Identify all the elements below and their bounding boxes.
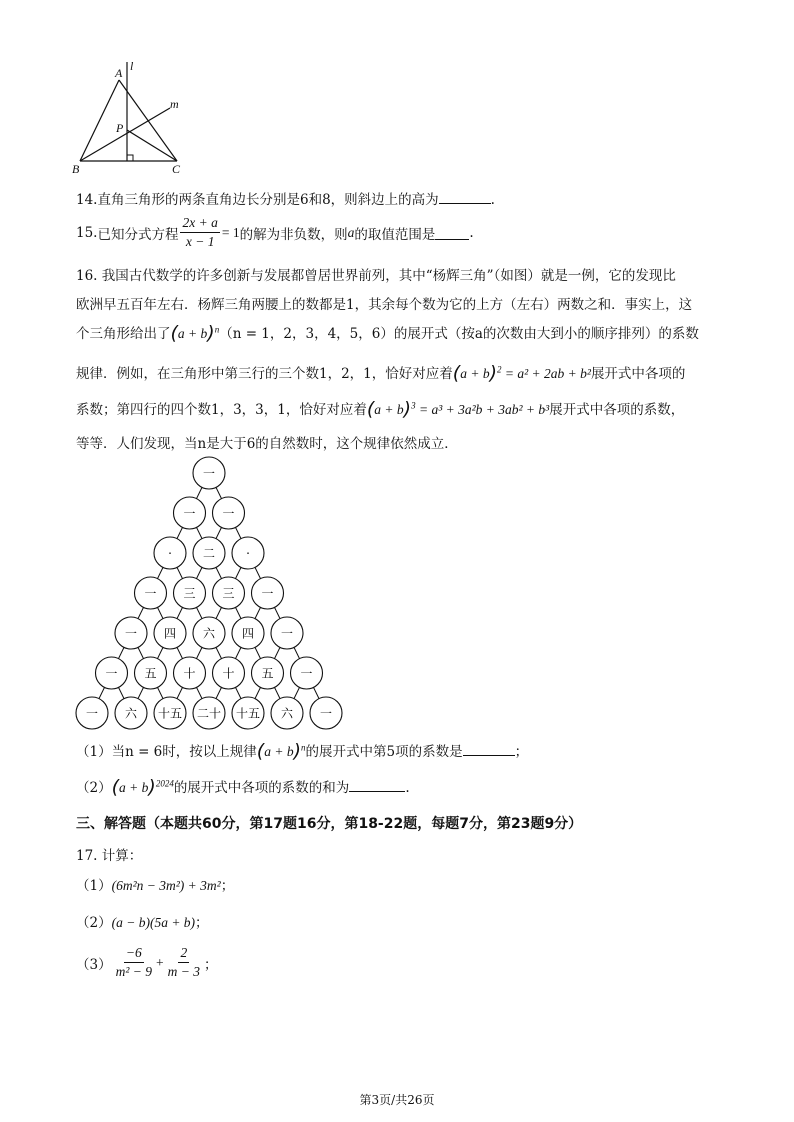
triangle-node xyxy=(232,697,264,729)
connector-line xyxy=(255,687,260,698)
q15-fraction xyxy=(180,214,219,251)
connector-line xyxy=(236,687,241,698)
q16-line3 xyxy=(76,322,699,344)
q16-line3-b: （n = 1，2，3，4，5，6）的展开式（按a的次数由大到小的顺序排列）的系数 xyxy=(219,326,699,342)
triangle-node xyxy=(193,537,225,569)
triangle-node xyxy=(115,697,147,729)
triangle-node xyxy=(252,657,284,689)
q16-subquestion-2 xyxy=(76,776,410,798)
node-label: 三 xyxy=(222,586,235,601)
node-label: 十五 xyxy=(235,706,261,721)
triangle-node xyxy=(193,617,225,649)
node-label: 一 xyxy=(144,586,157,601)
connector-line xyxy=(255,567,260,578)
q16-line5-a: 系数；第四行的四个数1，3，3，1，恰好对应着 xyxy=(76,402,367,418)
connector-line xyxy=(216,567,221,578)
node-label: 二 xyxy=(202,546,216,561)
label-l: l xyxy=(130,59,134,73)
connector-line xyxy=(177,607,182,618)
triangle-node xyxy=(154,537,186,569)
node-label: 一 xyxy=(105,666,118,681)
triangle-node xyxy=(232,617,264,649)
q14-text: 直角三角形的两条直角边长分别是6和8，则斜边上的高为 xyxy=(97,192,439,208)
connector-line xyxy=(216,687,221,698)
node-label: 一 xyxy=(280,626,294,641)
q16-sub1-binomial: $(a + b)^n$ xyxy=(256,740,306,762)
connector-line xyxy=(197,527,202,538)
q15-answer-blank[interactable] xyxy=(435,226,469,240)
question-14 xyxy=(76,188,495,208)
connector-line xyxy=(255,607,260,618)
connector-line xyxy=(138,647,143,658)
q16-line1: 16. 我国古代数学的许多创新与发展都曾居世界前列，其中“杨辉三角”（如图）就是一例，它的发现比 xyxy=(76,268,676,284)
triangle-node xyxy=(252,577,284,609)
label-p: P xyxy=(116,121,124,135)
connector-line xyxy=(119,647,124,658)
triangle-node xyxy=(76,697,108,729)
q16-sub1-answer-blank[interactable] xyxy=(463,742,515,756)
q15-post: 的取值范围是 xyxy=(354,226,436,243)
yanghui-triangle-figure xyxy=(62,455,362,733)
q17-p3-fraction-1 xyxy=(114,944,154,981)
q16-line4-a: 规律．例如，在三角形中第三行的三个数1，2，1，恰好对应着 xyxy=(76,366,453,382)
q17-p3-f1-num: −6 xyxy=(124,944,144,963)
segment-pc xyxy=(127,130,177,161)
label-c: C xyxy=(172,162,181,176)
connector-line xyxy=(236,567,241,578)
q16-binomial-n: $(a + b)^n$ xyxy=(170,322,220,344)
connector-line xyxy=(216,647,221,658)
triangle-node xyxy=(193,457,225,489)
q16-sub2-b: 的展开式中各项的系数的和为 xyxy=(173,780,350,796)
q16-line4-c: 展开式中各项的 xyxy=(590,366,686,382)
node-label: 五 xyxy=(144,666,157,681)
q14-number: 14. xyxy=(76,192,98,208)
triangle-node xyxy=(174,577,206,609)
q16-sub2-exponent: 2024 xyxy=(155,778,174,789)
label-b: B xyxy=(72,162,80,176)
connector-line xyxy=(158,607,163,618)
triangle-node xyxy=(193,697,225,729)
connector-line xyxy=(275,647,280,658)
connector-line xyxy=(177,567,182,578)
page-footer: 第3页/共26页 xyxy=(359,1093,435,1107)
q17-p2-label: （2） xyxy=(76,915,112,931)
connector-line xyxy=(158,647,163,658)
triangle-node xyxy=(213,577,245,609)
q15-frac-den: x − 1 xyxy=(185,234,215,249)
q17-title: 17. 计算： xyxy=(76,848,143,864)
triangle-node xyxy=(310,697,342,729)
q16-sub2-binomial: $(a + b)^{2024}$ xyxy=(111,776,174,798)
q16-subquestion-1 xyxy=(76,740,528,762)
connector-line xyxy=(119,687,124,698)
node-label: 六 xyxy=(202,626,216,641)
connector-line xyxy=(255,647,260,658)
triangle-node xyxy=(174,497,206,529)
section-3-heading: 三、解答题（本题共60分，第17题16分，第18-22题，每题7分，第23题9分） xyxy=(76,816,583,832)
triangle-node xyxy=(135,577,167,609)
q17-p3-fraction-2 xyxy=(166,944,202,981)
connector-line xyxy=(197,607,202,618)
connector-line xyxy=(294,687,299,698)
line-m xyxy=(80,108,170,161)
node-label: · xyxy=(246,546,250,561)
triangle-node xyxy=(271,617,303,649)
triangle-node xyxy=(154,697,186,729)
connector-line xyxy=(314,687,319,698)
q16-sub2-answer-blank[interactable] xyxy=(349,778,405,792)
node-label: 六 xyxy=(124,706,138,721)
connector-line xyxy=(197,647,202,658)
connector-line xyxy=(294,647,299,658)
q17-p2-tail: ； xyxy=(195,915,209,931)
q17-part3 xyxy=(76,944,218,981)
node-label: 一 xyxy=(124,626,138,641)
connector-line xyxy=(236,527,241,538)
q17-part2 xyxy=(76,911,209,931)
connector-line xyxy=(275,607,280,618)
q15-eq: = 1 xyxy=(221,224,240,240)
q17-p3-f1-den: m² − 9 xyxy=(115,964,153,979)
q16-line4 xyxy=(76,362,685,384)
q17-p3-f2-den: m − 3 xyxy=(167,964,200,979)
q16-line6: 等等．人们发现，当n是大于6的自然数时，这个规律依然成立． xyxy=(76,436,458,452)
node-label: 一 xyxy=(319,706,333,721)
q16-binomial-3: $(a + b)^3$ xyxy=(366,398,416,420)
node-label: 十 xyxy=(183,666,196,681)
q15-frac-num: 2x + a xyxy=(180,214,219,233)
q17-p3-plus: + xyxy=(156,954,164,970)
q16-sub1-b: 的展开式中第5项的系数是 xyxy=(305,744,463,760)
q16-line5-c: 展开式中各项的系数， xyxy=(549,402,685,418)
connector-line xyxy=(216,607,221,618)
connector-line xyxy=(275,687,280,698)
node-label: 一 xyxy=(222,506,235,521)
node-label: · xyxy=(168,546,172,561)
connector-line xyxy=(138,687,143,698)
right-angle-mark xyxy=(127,155,133,161)
triangle-node xyxy=(96,657,128,689)
connector-line xyxy=(216,527,221,538)
q15-mid: 的解为非负数，则 xyxy=(239,226,348,243)
connector-line xyxy=(99,687,104,698)
connector-line xyxy=(158,567,163,578)
node-label: 一 xyxy=(300,666,313,681)
node-label: 二十 xyxy=(196,706,222,721)
q14-tail: . xyxy=(490,192,495,208)
node-label: 一 xyxy=(202,466,216,481)
connector-line xyxy=(177,527,182,538)
q16-expansion-3: = a³ + 3a²b + 3ab² + b³ xyxy=(418,402,550,417)
q16-sub2-tail: . xyxy=(405,780,410,796)
q17-p1-expression: (6m²n − 3m²) + 3m² xyxy=(111,878,221,893)
q15-number: 15. xyxy=(76,224,98,241)
triangle-node xyxy=(271,697,303,729)
q15-var: a xyxy=(347,224,355,240)
node-label: 十 xyxy=(222,666,235,681)
q17-p3-tail: ； xyxy=(204,956,218,973)
q17-p3-label: （3） xyxy=(76,956,112,973)
q14-answer-blank[interactable] xyxy=(439,190,491,204)
triangle-node xyxy=(213,657,245,689)
connector-line xyxy=(197,487,202,498)
q16-line3-a: 个三角形给出了 xyxy=(76,326,171,342)
q16-line5 xyxy=(76,398,684,420)
q17-p3-f2-num: 2 xyxy=(178,944,189,963)
connector-line xyxy=(236,647,241,658)
triangle-node xyxy=(135,657,167,689)
connector-line xyxy=(236,607,241,618)
q16-binomial-2: $(a + b)^2$ xyxy=(452,362,502,384)
q16-line2: 欧洲早五百年左右．杨辉三角两腰上的数都是1，其余每个数为它的上方（左右）两数之和．事实上，这 xyxy=(76,297,693,313)
q16-sub1-a: （1）当n = 6时，按以上规律 xyxy=(76,744,257,760)
triangle-figure xyxy=(64,58,194,178)
connector-line xyxy=(138,607,143,618)
triangle-node xyxy=(115,617,147,649)
node-label: 一 xyxy=(261,586,274,601)
q17-p1-label: （1） xyxy=(76,878,112,894)
node-label: 一 xyxy=(85,706,99,721)
connector-line xyxy=(177,647,182,658)
triangle-node xyxy=(213,497,245,529)
label-a: A xyxy=(115,66,123,80)
connector-line xyxy=(177,687,182,698)
q17-p2-expression: (a − b)(5a + b) xyxy=(111,915,196,930)
triangle-node xyxy=(291,657,323,689)
q17-p1-tail: ； xyxy=(220,878,235,894)
triangle-node xyxy=(174,657,206,689)
node-label: 六 xyxy=(280,706,294,721)
question-15 xyxy=(76,214,474,251)
triangle-node xyxy=(154,617,186,649)
node-label: 三 xyxy=(183,586,196,601)
node-label: 四 xyxy=(163,626,177,641)
connector-line xyxy=(197,567,202,578)
connector-line xyxy=(197,687,202,698)
triangle-node xyxy=(232,537,264,569)
q16-sub1-tail: ； xyxy=(514,744,529,760)
q15-pre: 已知分式方程 xyxy=(97,226,179,243)
q15-tail: . xyxy=(469,224,474,241)
connector-line xyxy=(216,487,221,498)
node-label: 四 xyxy=(241,626,255,641)
connector-line xyxy=(158,687,163,698)
q16-sub2-a: （2） xyxy=(76,780,112,796)
q17-part1 xyxy=(76,874,234,894)
node-label: 一 xyxy=(183,506,196,521)
node-label: 十五 xyxy=(157,706,183,721)
label-m: m xyxy=(170,97,179,111)
q16-expansion-2: = a² + 2ab + b² xyxy=(504,366,591,381)
node-label: 五 xyxy=(261,666,274,681)
